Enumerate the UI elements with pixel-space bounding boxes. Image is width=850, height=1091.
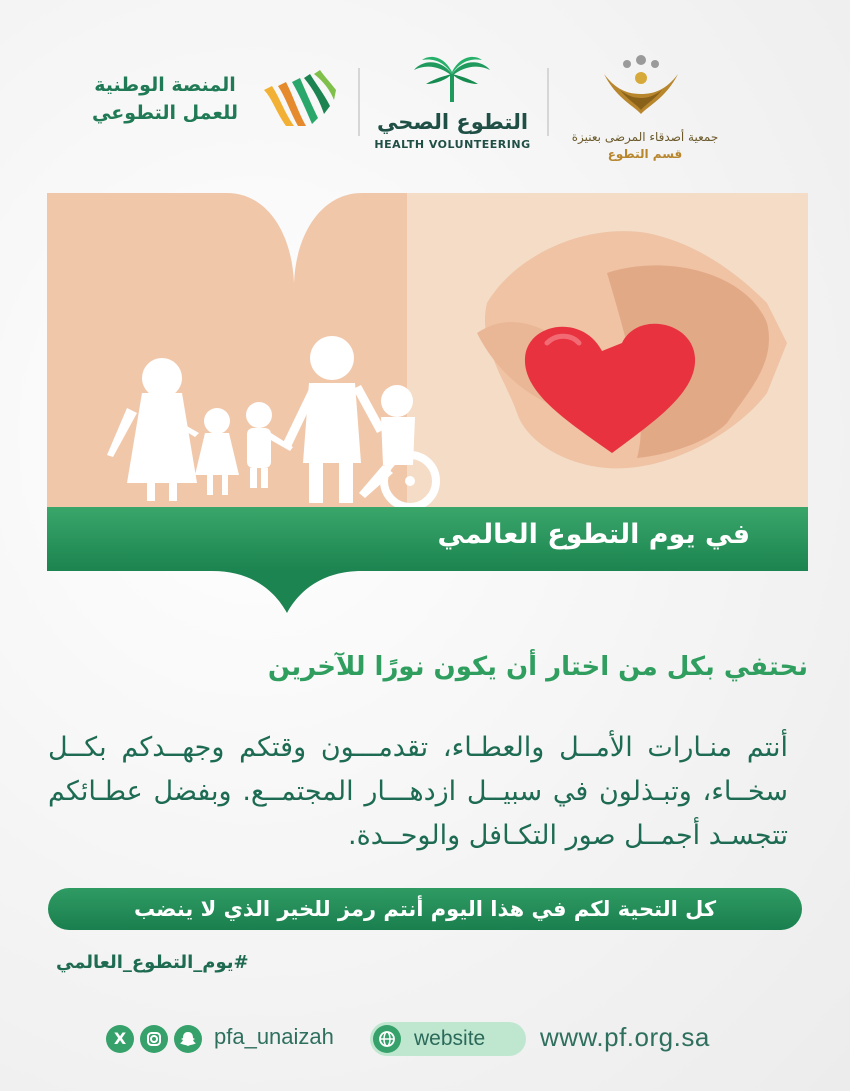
page-heading: نحتفي بكل من اختار أن يكون نورًا للآخرين	[267, 652, 808, 682]
social-handle[interactable]: pfa_unaizah	[214, 1024, 334, 1049]
health-volunteering-logo	[370, 54, 535, 154]
globe-icon	[373, 1025, 401, 1053]
association-emblem-icon	[596, 50, 686, 122]
header-logos	[0, 40, 850, 170]
logo-divider	[358, 68, 360, 136]
national-platform-logo	[80, 60, 350, 150]
website-label: website	[414, 1027, 486, 1050]
association-name: جمعية أصدقاء المرضى بعنيزة	[571, 130, 719, 144]
website-url[interactable]: www.pf.org.sa	[540, 1022, 710, 1052]
association-logo	[560, 50, 730, 160]
hashtag[interactable]: #يوم_التطوع_العالمي	[56, 952, 249, 973]
greeting-pill: كل التحية لكم في هذا اليوم أنتم رمز للخير الذي لا ينضب	[48, 888, 802, 930]
platform-emblem-icon	[258, 68, 338, 132]
banner-title: في يوم التطوع العالمي	[437, 519, 750, 550]
website-pill[interactable]	[370, 1022, 526, 1056]
logo-divider	[547, 68, 549, 136]
message-paragraph: أنتم منـارات الأمــل والعطـاء، تقدمـــون وقتكم وجهــدكم بكــل سخــاء، وتبـذلون في سبيــل ازدهـــار المجتمــع. وبفضل عطـائكم تتجسـد أجمــل صور التكـافل والوحــدة.	[48, 732, 788, 851]
palm-tree-icon	[410, 54, 494, 104]
health-volunteering-arabic: التطوع الصحي	[376, 110, 529, 134]
platform-name-line1: المنصة الوطنية	[94, 74, 236, 96]
health-volunteering-english: HEALTH VOLUNTEERING	[374, 138, 531, 151]
x-icon[interactable]: X	[106, 1025, 134, 1053]
platform-name-line2: للعمل التطوعي	[92, 102, 238, 124]
instagram-icon[interactable]	[140, 1025, 168, 1053]
snapchat-icon[interactable]	[174, 1025, 202, 1053]
association-department: قسم التطوع	[607, 147, 683, 161]
